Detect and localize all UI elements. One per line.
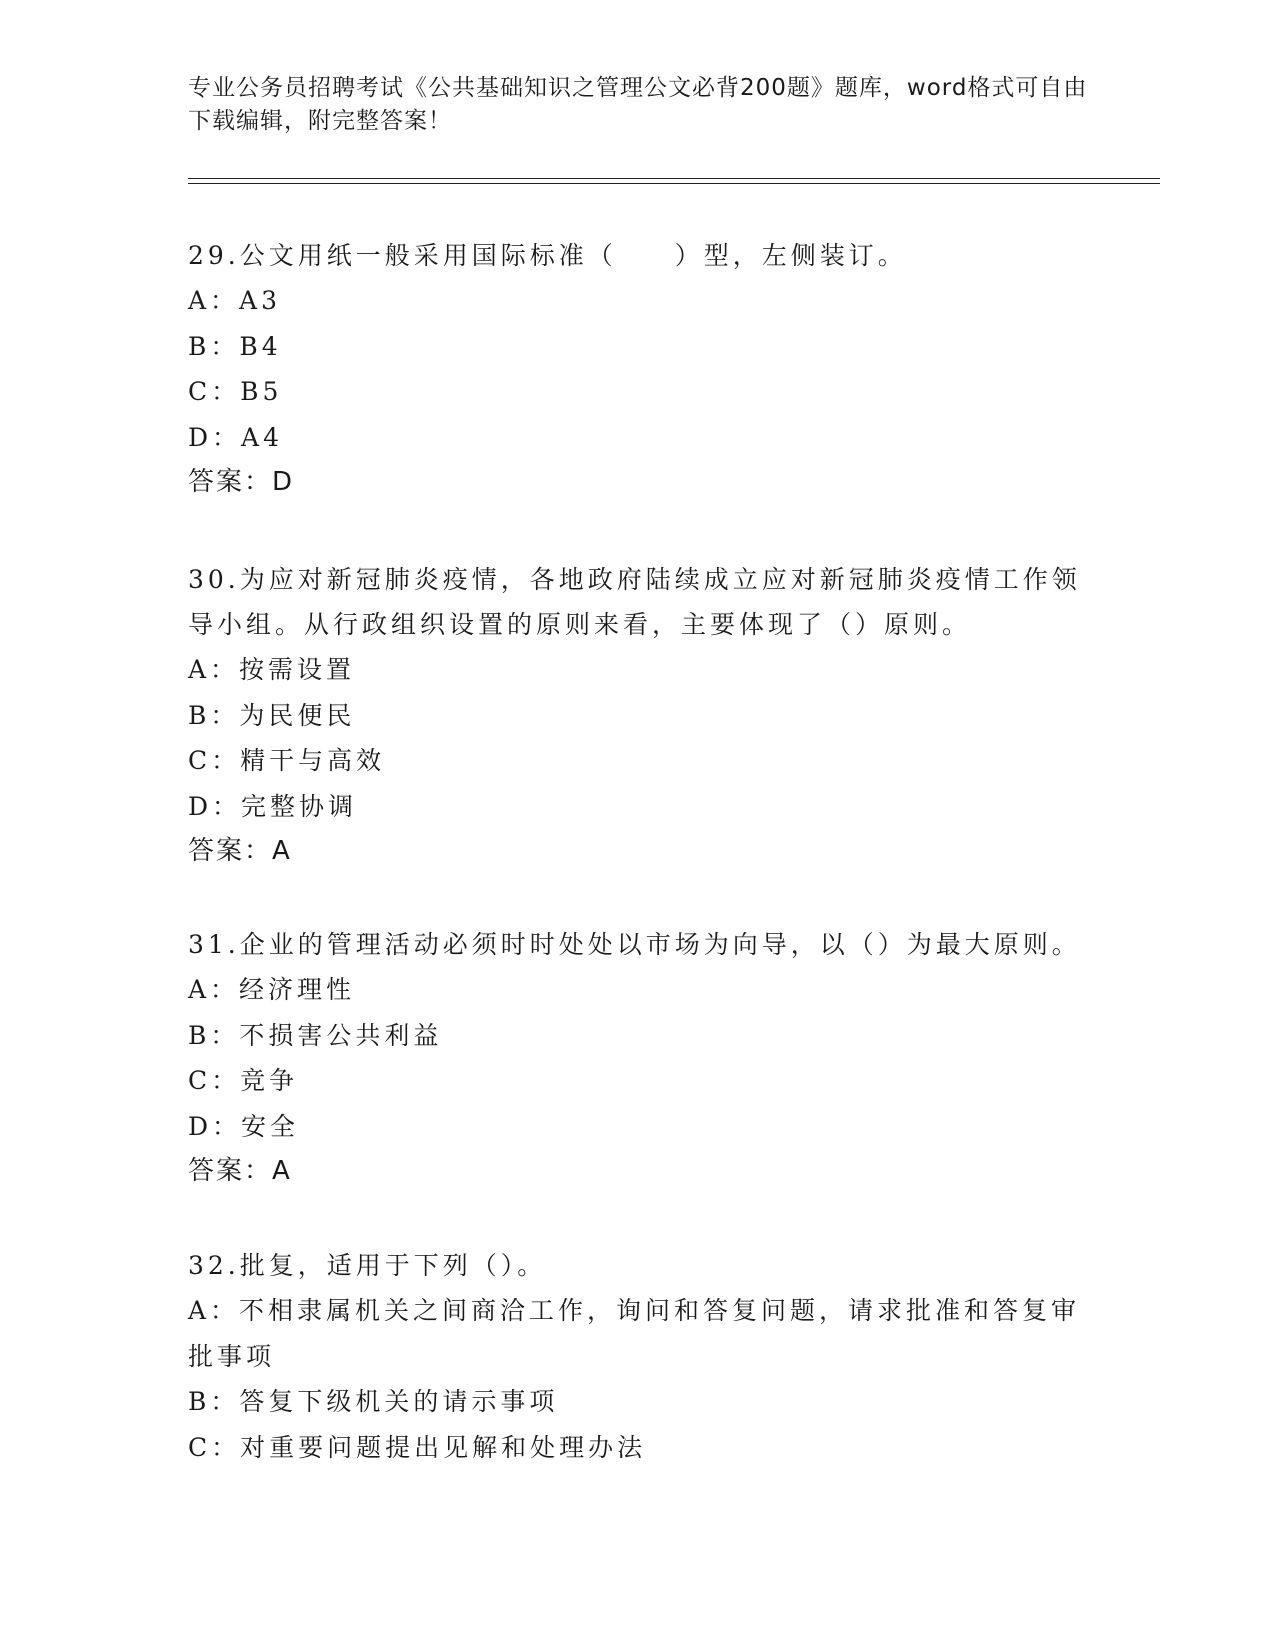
option-c: C：精干与高效 <box>188 746 386 775</box>
option-b: B：B4 <box>188 331 282 361</box>
option-d: D：完整协调 <box>188 791 358 821</box>
option-a: A：经济理性 <box>188 975 356 1004</box>
option-d: D：A4 <box>188 422 284 452</box>
answer: 答案：A <box>188 836 292 866</box>
option-a: A：不相隶属机关之间商洽工作，询问和答复问题，请求批准和答复审批事项 <box>188 1296 1081 1371</box>
document-header: 专业公务员招聘考试《公共基础知识之管理公文必背200题》题库，word格式可自由下载编辑，附完整答案！ <box>188 75 1088 134</box>
answer: 答案：A <box>188 1156 292 1186</box>
option-d: D：安全 <box>188 1111 300 1141</box>
option-c: C：竞争 <box>188 1066 299 1095</box>
question-30 <box>188 557 1088 874</box>
option-a: A：A3 <box>188 286 282 315</box>
answer: 答案：D <box>188 467 295 497</box>
question-stem: 32.批复，适用于下列（）。 <box>188 1251 547 1280</box>
question-31 <box>188 922 1088 1194</box>
question-29 <box>188 233 1088 505</box>
header-divider-top <box>188 178 1160 179</box>
option-b: B：不损害公共利益 <box>188 1020 443 1050</box>
question-stem: 31.企业的管理活动必须时时处处以市场为向导，以（）为最大原则。 <box>188 930 1081 959</box>
question-32 <box>188 1243 1088 1470</box>
option-c: C：B5 <box>188 377 283 406</box>
option-b: B：为民便民 <box>188 700 356 730</box>
option-c: C：对重要问题提出见解和处理办法 <box>188 1432 647 1462</box>
option-a: A：按需设置 <box>188 655 356 684</box>
question-stem: 29.公文用纸一般采用国际标准（ ）型，左侧装订。 <box>188 241 907 270</box>
header-divider-bottom <box>188 183 1160 184</box>
option-b: B：答复下级机关的请示事项 <box>188 1387 559 1416</box>
question-stem: 30.为应对新冠肺炎疫情，各地政府陆续成立应对新冠肺炎疫情工作领导小组。从行政组织设置的原则来看，主要体现了（）原则。 <box>188 565 1081 639</box>
